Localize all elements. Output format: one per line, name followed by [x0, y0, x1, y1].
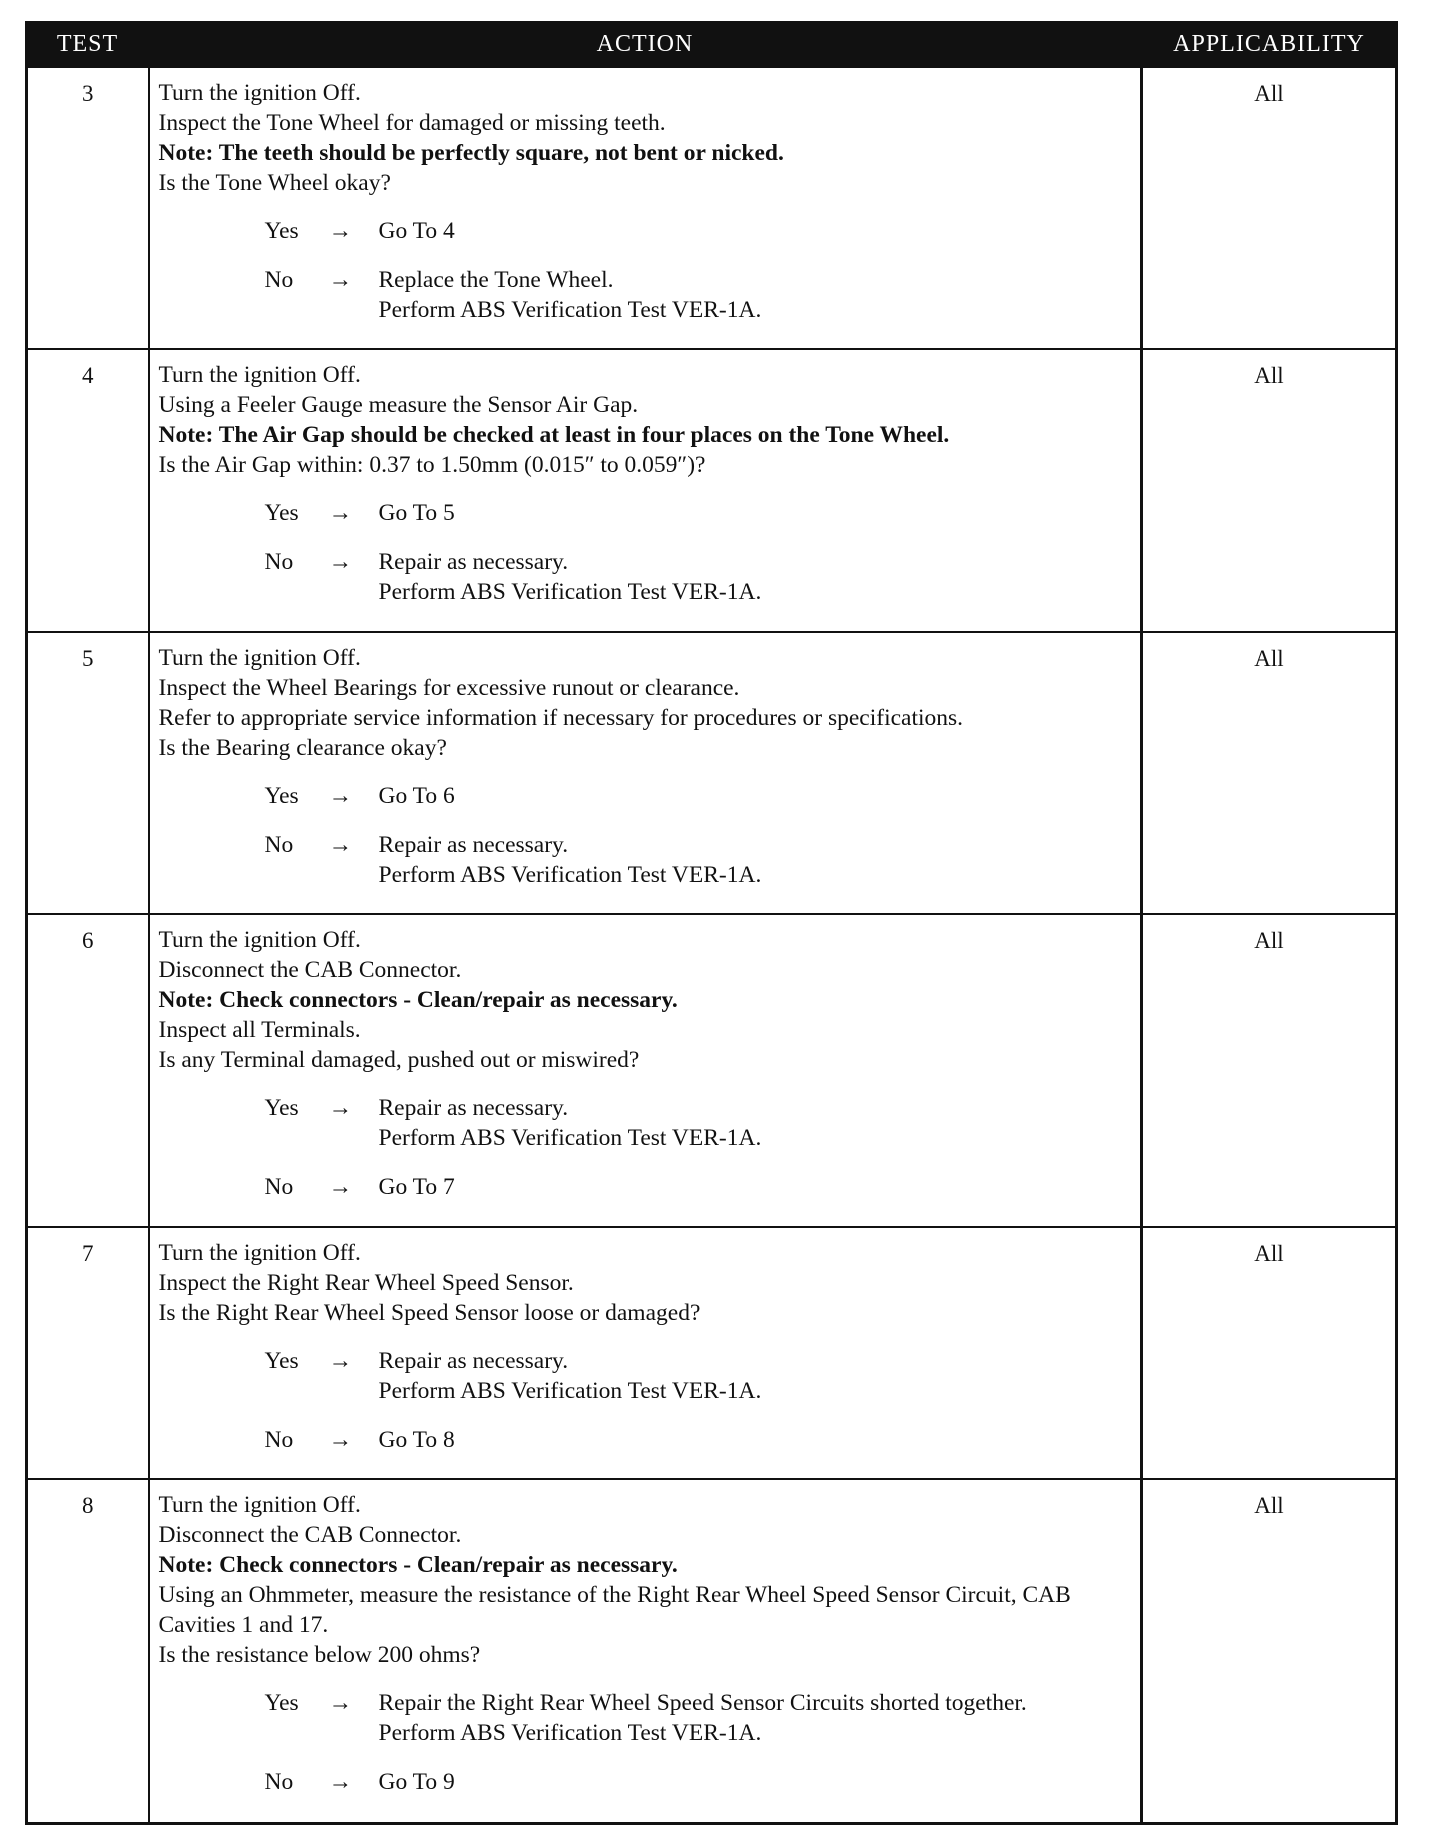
outcomes [159, 216, 1133, 325]
instruction-line: Inspect the Tone Wheel for damaged or missing teeth. [158, 110, 666, 136]
table-row [27, 1479, 1397, 1824]
action-cell [149, 914, 1142, 1227]
arrow-right-icon: → [328, 1768, 352, 1795]
instruction-line: Using an Ohmmeter, measure the resistance of the Right Rear Wheel Speed Sensor Circuit, CAB Cavities 1 and 17. [158, 1581, 1071, 1638]
result-text [379, 1172, 1133, 1202]
result-line: Go To 4 [378, 218, 455, 244]
result-line: Repair the Right Rear Wheel Speed Sensor Circuits shorted together. [378, 1689, 1027, 1716]
answer-label: No [264, 831, 294, 858]
action-cell [149, 1227, 1142, 1478]
outcomes [159, 781, 1133, 890]
result-line: Perform ABS Verification Test VER-1A. [378, 1719, 762, 1746]
diagnostic-test-table [25, 21, 1398, 1825]
answer-label: Yes [264, 1348, 299, 1375]
instruction-line: Turn the ignition Off. [158, 1240, 361, 1267]
result-text [379, 265, 1133, 325]
outcome-yes [159, 1093, 1133, 1153]
outcomes [159, 1346, 1133, 1455]
test-number: 4 [27, 349, 149, 631]
arrow-right-icon: → [328, 782, 352, 809]
answer-label: Yes [264, 1094, 299, 1121]
answer-label: No [264, 1768, 294, 1795]
result-text [379, 830, 1133, 890]
result-line: Perform ABS Verification Test VER-1A. [378, 1124, 762, 1151]
answer-label: Yes [264, 500, 299, 527]
result-line: Repair as necessary. [378, 831, 569, 858]
instruction-line: Is the Right Rear Wheel Speed Sensor loose or damaged? [158, 1300, 701, 1327]
result-text [379, 547, 1133, 607]
note-text: Note: Check connectors - Clean/repair as necessary. [158, 1551, 678, 1578]
arrow-right-icon: → [328, 549, 352, 576]
result-line: Perform ABS Verification Test VER-1A. [378, 297, 762, 323]
result-text [379, 498, 1133, 528]
test-number: 6 [27, 914, 149, 1227]
outcome-no [159, 1425, 1133, 1455]
applicability-cell: All [1142, 67, 1397, 350]
table-header-row [27, 23, 1397, 67]
result-line: Repair as necessary. [378, 1348, 569, 1375]
result-line: Perform ABS Verification Test VER-1A. [378, 1378, 762, 1405]
applicability-cell: All [1142, 632, 1397, 914]
result-line: Repair as necessary. [378, 549, 569, 576]
answer-label: No [264, 1173, 294, 1200]
result-line: Go To 9 [378, 1768, 455, 1795]
table-row [27, 349, 1397, 631]
instruction-line: Is the Bearing clearance okay? [158, 734, 447, 761]
table-row [27, 67, 1397, 350]
result-text [379, 781, 1133, 811]
outcome-yes [159, 781, 1133, 811]
result-line: Perform ABS Verification Test VER-1A. [378, 861, 762, 888]
arrow-right-icon: → [328, 1348, 352, 1375]
answer-label: No [264, 1427, 294, 1454]
instruction-line: Is the resistance below 200 ohms? [158, 1641, 481, 1668]
outcome-yes [159, 498, 1133, 528]
outcome-no [159, 265, 1133, 325]
result-text [379, 1688, 1133, 1748]
outcomes [159, 1688, 1133, 1797]
instruction-line: Inspect the Wheel Bearings for excessive runout or clearance. [158, 674, 740, 701]
instruction-line: Disconnect the CAB Connector. [158, 1521, 462, 1548]
applicability-cell: All [1142, 1227, 1397, 1478]
outcomes [159, 498, 1133, 607]
answer-label: Yes [264, 1689, 299, 1716]
table-row [27, 914, 1397, 1227]
action-cell [149, 632, 1142, 914]
applicability-cell: All [1142, 349, 1397, 631]
arrow-right-icon: → [328, 1427, 352, 1454]
instruction-line: Inspect the Right Rear Wheel Speed Sensor. [158, 1270, 574, 1297]
answer-label: Yes [264, 782, 299, 809]
test-number: 3 [27, 67, 149, 350]
note-text: Note: The teeth should be perfectly square, not bent or nicked. [158, 140, 784, 166]
instruction-line: Turn the ignition Off. [158, 926, 361, 953]
test-number: 5 [27, 632, 149, 914]
result-text [379, 1425, 1133, 1455]
outcome-no [159, 547, 1133, 607]
result-line: Go To 6 [378, 782, 455, 809]
outcome-yes [159, 1346, 1133, 1406]
outcome-no [159, 830, 1133, 890]
instruction-line: Is the Air Gap within: 0.37 to 1.50mm (0.015″ to 0.059″)? [158, 452, 706, 479]
outcome-yes [159, 1688, 1133, 1748]
answer-label: No [264, 549, 294, 576]
header-applicability: APPLICABILITY [1142, 23, 1397, 67]
action-cell [149, 1479, 1142, 1824]
applicability-cell: All [1142, 914, 1397, 1227]
outcome-no [159, 1172, 1133, 1202]
arrow-right-icon: → [328, 500, 352, 527]
instruction-line: Disconnect the CAB Connector. [158, 956, 462, 983]
note-text: Note: Check connectors - Clean/repair as necessary. [158, 986, 678, 1013]
header-action: ACTION [149, 23, 1142, 67]
action-cell [149, 349, 1142, 631]
instruction-line: Turn the ignition Off. [158, 362, 361, 389]
instruction-line: Turn the ignition Off. [158, 80, 361, 106]
answer-label: Yes [264, 218, 299, 244]
result-line: Repair as necessary. [378, 1094, 569, 1121]
arrow-right-icon: → [328, 218, 352, 244]
result-text [379, 1767, 1133, 1797]
result-line: Go To 7 [378, 1173, 455, 1200]
header-test: TEST [27, 23, 149, 67]
instruction-line: Turn the ignition Off. [158, 1491, 361, 1518]
result-text [379, 1346, 1133, 1406]
result-line: Replace the Tone Wheel. [378, 267, 614, 293]
result-line: Go To 5 [378, 500, 455, 527]
instruction-line: Using a Feeler Gauge measure the Sensor Air Gap. [158, 392, 639, 419]
result-line: Go To 8 [378, 1427, 455, 1454]
arrow-right-icon: → [328, 1094, 352, 1121]
instruction-line: Is any Terminal damaged, pushed out or miswired? [158, 1046, 640, 1073]
instruction-line: Inspect all Terminals. [158, 1016, 361, 1043]
test-number: 8 [27, 1479, 149, 1824]
arrow-right-icon: → [328, 267, 352, 293]
test-number: 7 [27, 1227, 149, 1478]
arrow-right-icon: → [328, 1173, 352, 1200]
arrow-right-icon: → [328, 831, 352, 858]
arrow-right-icon: → [328, 1689, 352, 1716]
outcome-no [159, 1767, 1133, 1797]
result-text [379, 1093, 1133, 1153]
table-row [27, 632, 1397, 914]
result-text [379, 216, 1133, 246]
result-line: Perform ABS Verification Test VER-1A. [378, 579, 762, 606]
note-text: Note: The Air Gap should be checked at least in four places on the Tone Wheel. [158, 422, 950, 449]
instruction-line: Is the Tone Wheel okay? [158, 170, 391, 196]
applicability-cell: All [1142, 1479, 1397, 1824]
table-row [27, 1227, 1397, 1478]
instruction-line: Refer to appropriate service information if necessary for procedures or specifications. [158, 704, 964, 731]
action-cell [149, 67, 1142, 350]
answer-label: No [264, 267, 294, 293]
outcomes [159, 1093, 1133, 1202]
instruction-line: Turn the ignition Off. [158, 644, 361, 671]
outcome-yes [159, 216, 1133, 246]
